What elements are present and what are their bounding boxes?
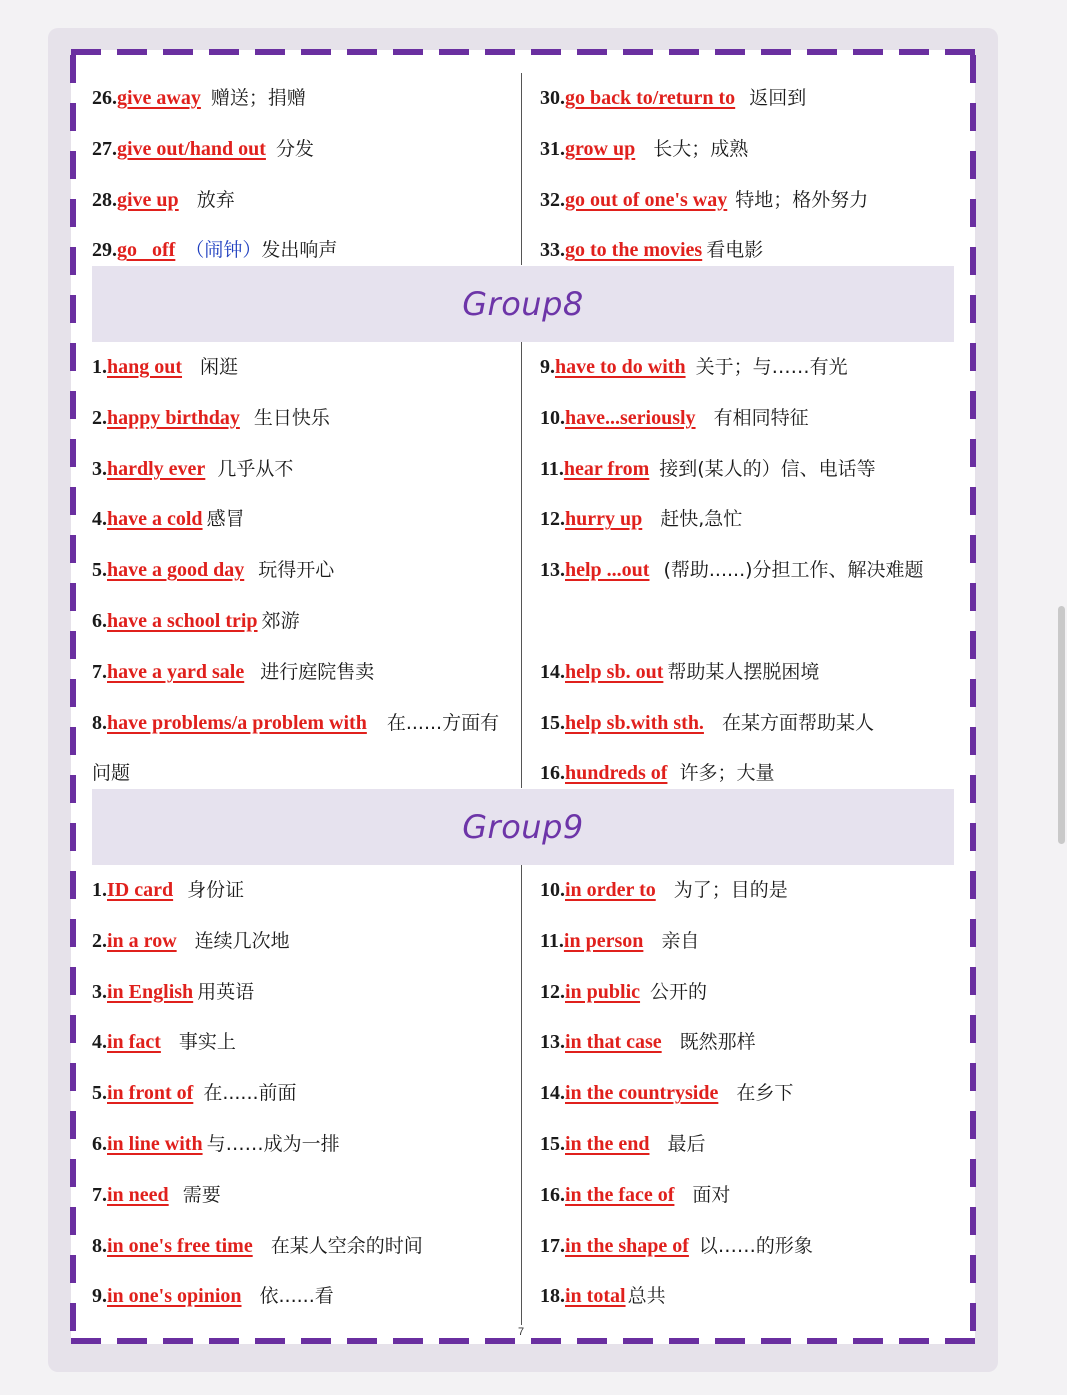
meaning: 最后 <box>667 1132 706 1155</box>
list-item: 14.help sb. out 帮助某人摆脱困境 <box>540 660 820 683</box>
meaning: 有相同特征 <box>713 406 809 429</box>
phrase: have problems/a problem with <box>107 711 367 734</box>
list-item: 3.in English 用英语 <box>92 980 255 1003</box>
list-item: 16.in the face of 面对 <box>540 1183 731 1206</box>
meaning: 郊游 <box>261 609 300 632</box>
list-item: 2.in a row 连续几次地 <box>92 929 290 952</box>
meaning: 帮助某人摆脱困境 <box>667 660 820 683</box>
list-item: 13.in that case 既然那样 <box>540 1031 756 1054</box>
phrase: in line with <box>107 1132 203 1155</box>
meaning: 返回到 <box>749 87 807 109</box>
phrase: go to the movies <box>565 239 703 262</box>
list-item: 13.help ...out (帮助......)分担工作、解决难题 <box>540 559 924 582</box>
meaning: 分发 <box>275 137 314 160</box>
meaning: (帮助......)分担工作、解决难题 <box>663 559 924 582</box>
phrase: have a good day <box>107 559 245 582</box>
list-item: 9.have to do with 关于；与……有光 <box>540 356 848 378</box>
group8-right-column <box>540 342 954 799</box>
group7-right-column <box>540 73 954 276</box>
phrase: in that case <box>565 1031 662 1054</box>
phrase: in need <box>107 1183 169 1206</box>
list-item: 2.happy birthday 生日快乐 <box>92 406 330 429</box>
group7-section <box>92 73 954 265</box>
meaning: 看电影 <box>706 239 764 262</box>
list-item: 31.grow up 长大；成熟 <box>540 137 749 160</box>
meaning: 长大；成熟 <box>653 137 749 160</box>
meaning: 关于；与……有光 <box>695 356 848 378</box>
phrase: in the face of <box>565 1183 675 1206</box>
phrase: have a school trip <box>107 609 258 632</box>
meaning: 感冒 <box>206 508 245 531</box>
list-item: 4.have a cold 感冒 <box>92 508 245 531</box>
list-item: 5.have a good day 玩得开心 <box>92 559 335 582</box>
list-item: 7.in need 需要 <box>92 1183 221 1206</box>
list-item: 18.in total 总共 <box>540 1285 666 1308</box>
group8-header <box>92 266 954 342</box>
meaning: 玩得开心 <box>258 559 335 582</box>
list-item: 9.in one's opinion 依......看 <box>92 1285 334 1308</box>
phrase: in one's opinion <box>107 1285 242 1308</box>
phrase: help ...out <box>565 559 650 582</box>
dashed-border-top <box>71 49 975 55</box>
list-item: 26.give away 赠送；捐赠 <box>92 87 306 109</box>
phrase: go out of one's way <box>565 188 728 211</box>
list-item: 16.hundreds of 许多；大量 <box>540 762 775 785</box>
meaning: 在某人空余的时间 <box>270 1234 423 1257</box>
phrase: hang out <box>107 356 183 378</box>
list-item: 11.hear from 接到(某人的）信、电话等 <box>540 457 876 480</box>
group8-title: Group8 <box>462 285 584 323</box>
list-item: 33.go to the movies 看电影 <box>540 239 764 262</box>
meaning: 放弃 <box>196 188 235 211</box>
list-item: 4.in fact 事实上 <box>92 1031 236 1054</box>
meaning: 公开的 <box>650 980 708 1003</box>
list-item: 11.in person 亲自 <box>540 929 700 952</box>
list-item: 27.give out/hand out 分发 <box>92 137 314 160</box>
list-item: 5.in front of 在......前面 <box>92 1082 297 1105</box>
note: （闹钟） <box>185 239 262 262</box>
meaning: 身份证 <box>187 879 245 901</box>
list-item: 10.in order to 为了；目的是 <box>540 879 788 901</box>
meaning: 在......前面 <box>203 1082 297 1105</box>
phrase: in front of <box>107 1082 194 1105</box>
list-item: 8.in one's free time 在某人空余的时间 <box>92 1234 423 1257</box>
meaning: 以……的形象 <box>698 1234 813 1257</box>
phrase: have to do with <box>555 356 686 378</box>
list-item: 32.go out of one's way 特地；格外努力 <box>540 188 869 211</box>
phrase: give out/hand out <box>117 137 266 160</box>
phrase: happy birthday <box>107 406 240 429</box>
list-item: 12.hurry up 赶快,急忙 <box>540 508 743 531</box>
meaning: 闲逛 <box>200 356 239 378</box>
group8-left-column <box>92 342 512 799</box>
meaning: 既然那样 <box>679 1031 756 1054</box>
phrase: help sb.with sth. <box>565 711 704 734</box>
list-item: 28.give up 放弃 <box>92 188 235 211</box>
phrase: go off <box>117 239 176 262</box>
meaning: 发出响声 <box>261 239 338 262</box>
list-item: 1.ID card 身份证 <box>92 879 245 901</box>
phrase: hardly ever <box>107 457 206 480</box>
list-item: 29.go off （闹钟）发出响声 <box>92 239 338 262</box>
phrase: in a row <box>107 929 177 952</box>
group9-title: Group9 <box>462 808 584 846</box>
phrase: hurry up <box>565 508 643 531</box>
meaning: 在乡下 <box>736 1082 794 1105</box>
list-item: 10.have...seriously 有相同特征 <box>540 406 809 429</box>
meaning: 许多；大量 <box>679 762 775 785</box>
phrase: hundreds of <box>565 762 668 785</box>
phrase: in the shape of <box>565 1234 689 1257</box>
phrase: in public <box>565 980 641 1003</box>
meaning: 为了；目的是 <box>673 879 788 901</box>
phrase: in order to <box>565 879 656 901</box>
meaning: 特地；格外努力 <box>735 188 869 211</box>
phrase: go back to/return to <box>565 87 736 109</box>
meaning: 用英语 <box>197 980 255 1003</box>
phrase: grow up <box>565 137 636 160</box>
phrase: in the countryside <box>565 1082 719 1105</box>
meaning: 总共 <box>627 1285 666 1308</box>
column-divider <box>521 73 522 265</box>
phrase: give away <box>117 87 201 109</box>
list-item: 6.in line with 与……成为一排 <box>92 1132 340 1155</box>
list-item: 1.hang out 闲逛 <box>92 356 239 378</box>
page-number: 7 <box>518 1326 525 1338</box>
list-item: 17.in the shape of 以……的形象 <box>540 1234 813 1257</box>
meaning: 赶快,急忙 <box>660 508 743 531</box>
group7-left-column <box>92 73 512 276</box>
meaning: 面对 <box>692 1183 731 1206</box>
meaning: 接到(某人的）信、电话等 <box>659 457 876 480</box>
phrase: hear from <box>563 457 650 480</box>
list-item: 12.in public 公开的 <box>540 980 708 1003</box>
group9-section <box>92 865 954 1325</box>
phrase: in the end <box>565 1132 650 1155</box>
scrollbar-thumb[interactable] <box>1058 606 1065 844</box>
list-item: 8.have problems/a problem with 在......方面有问题 <box>92 711 500 785</box>
group9-right-column <box>540 865 954 1322</box>
column-divider <box>521 342 522 788</box>
list-item: 6.have a school trip 郊游 <box>92 609 300 632</box>
phrase: in one's free time <box>107 1234 253 1257</box>
phrase: have a cold <box>107 508 203 531</box>
meaning: 需要 <box>182 1183 221 1206</box>
meaning: 与……成为一排 <box>206 1132 340 1155</box>
phrase: in fact <box>107 1031 161 1054</box>
group9-left-column <box>92 865 512 1322</box>
group9-header <box>92 789 954 865</box>
list-item: 15.help sb.with sth. 在某方面帮助某人 <box>540 711 874 734</box>
dashed-border-right <box>970 55 976 1340</box>
phrase: in English <box>107 980 194 1003</box>
meaning: 赠送；捐赠 <box>210 87 306 109</box>
list-item: 7.have a yard sale 进行庭院售卖 <box>92 660 375 683</box>
meaning: 在......方面有问题 <box>92 711 500 785</box>
list-item: 3.hardly ever 几乎从不 <box>92 457 294 480</box>
phrase: have...seriously <box>565 406 696 429</box>
dashed-border-bottom <box>71 1338 975 1344</box>
list-item: 14.in the countryside 在乡下 <box>540 1082 794 1105</box>
meaning: 事实上 <box>178 1031 236 1054</box>
phrase: in person <box>563 929 644 952</box>
meaning: 在某方面帮助某人 <box>721 711 874 734</box>
meaning: 连续几次地 <box>194 929 290 952</box>
phrase: help sb. out <box>565 660 664 683</box>
phrase: have a yard sale <box>107 660 245 683</box>
column-divider <box>521 865 522 1325</box>
phrase: in total <box>565 1285 626 1308</box>
list-item: 30.go back to/return to 返回到 <box>540 87 807 109</box>
meaning: 依......看 <box>259 1285 334 1308</box>
meaning: 进行庭院售卖 <box>260 660 375 683</box>
list-item: 15.in the end 最后 <box>540 1132 706 1155</box>
dashed-border-left <box>70 55 76 1340</box>
group8-section <box>92 342 954 788</box>
meaning: 亲自 <box>661 929 700 952</box>
phrase: give up <box>117 188 179 211</box>
meaning: 几乎从不 <box>217 457 294 480</box>
meaning: 生日快乐 <box>253 406 330 429</box>
phrase: ID card <box>107 879 174 901</box>
